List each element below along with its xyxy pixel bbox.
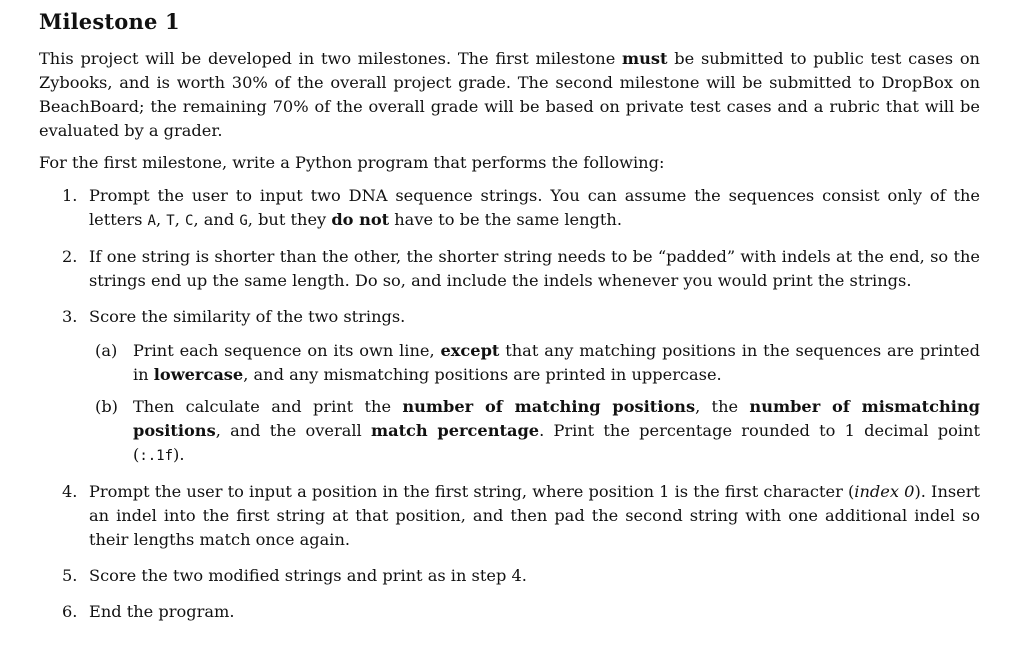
step-5: [39, 564, 980, 588]
step-2-text: If one string is shorter than the other, the shorter string needs to be “padded” with indels at the end, so the strings end up the same length. Do so, and include the indels whenever you would print the strings.: [89, 247, 980, 290]
step-3b-text-1: Then calculate and print the: [133, 397, 403, 416]
step-3b-text-4: . Print the percentage rounded to 1 decimal point (: [133, 421, 980, 464]
substep-number: (b): [95, 397, 118, 416]
step-1-text-1: Prompt the user to input two DNA sequence strings. You can assume the sequences consist only of the letters: [89, 186, 980, 229]
comma-2: ,: [174, 210, 186, 229]
step-3-sublist: [89, 339, 980, 468]
section-heading: Milestone 1: [39, 9, 180, 34]
step-3a-bold-except: except: [440, 341, 500, 360]
step-6-text: End the program.: [89, 602, 235, 621]
step-3b-text-2: , the: [695, 397, 750, 416]
step-number: 6.: [62, 602, 78, 621]
step-2: [39, 245, 980, 293]
step-4: [39, 480, 980, 552]
step-number: 4.: [62, 482, 78, 501]
letter-c-code: C: [185, 213, 194, 229]
step-5-text: Score the two modified strings and print as in step 4.: [89, 566, 527, 585]
step-6: [39, 600, 980, 624]
step-3a-bold-lowercase: lowercase: [153, 365, 244, 384]
step-number: 2.: [62, 247, 78, 266]
step-3: [39, 305, 980, 468]
letter-t-code: T: [166, 213, 175, 229]
step-3a-text-3: , and any mismatching positions are printed in uppercase.: [243, 365, 722, 384]
intro-text-1: This project will be developed in two milestones. The first milestone: [39, 49, 623, 68]
step-number: 1.: [62, 186, 78, 205]
intro-bold-must: must: [622, 49, 668, 68]
steps-list: [39, 184, 980, 624]
step-4-text-1: Prompt the user to input a position in the first string, where position 1 is the first character (: [89, 482, 855, 501]
intro-paragraph: [39, 47, 980, 143]
step-3-text: Score the similarity of the two strings.: [89, 307, 406, 326]
step-3b-text-5: ).: [173, 445, 185, 464]
and-text: , and: [193, 210, 240, 229]
step-3b-text-3: , and the overall: [215, 421, 371, 440]
format-code: :.1f: [139, 448, 174, 464]
step-1-text-2: , but they: [247, 210, 332, 229]
substep-number: (a): [95, 341, 118, 360]
step-number: 3.: [62, 307, 78, 326]
step-3b-bold-percentage: match percentage: [370, 421, 540, 440]
step-3a-text-1: Print each sequence on its own line,: [133, 341, 441, 360]
step-3b: [89, 395, 980, 468]
step-4-text-2: ). Insert an indel into the first string at that position, and then pad the second string with one additional indel so their lengths match once again.: [89, 482, 981, 549]
step-3b-bold-mismatching: number of mismatching positions: [133, 397, 980, 440]
step-3a-text-2: that any matching positions in the sequences are printed in: [133, 341, 980, 384]
letter-g-code: G: [239, 213, 248, 229]
letter-a-code: A: [147, 213, 156, 229]
step-3a: [89, 339, 980, 387]
step-3b-bold-matching: number of matching positions: [402, 397, 696, 416]
comma-1: ,: [155, 210, 167, 229]
step-1-text-3: have to be the same length.: [389, 210, 622, 229]
step-1: [39, 184, 980, 233]
intro-text-2: be submitted to public test cases on Zybooks, and is worth 30% of the overall project grade. The second milestone will be submitted to DropBox on BeachBoard; the remaining 70% of the overall grade will be based on private test cases and a rubric that will be evaluated by a grader.: [39, 49, 980, 140]
step-number: 5.: [62, 566, 78, 585]
lead-paragraph: For the first milestone, write a Python program that performs the following:: [39, 153, 665, 172]
step-4-italic-index: index 0: [854, 482, 915, 501]
step-1-bold-do-not: do not: [331, 210, 390, 229]
